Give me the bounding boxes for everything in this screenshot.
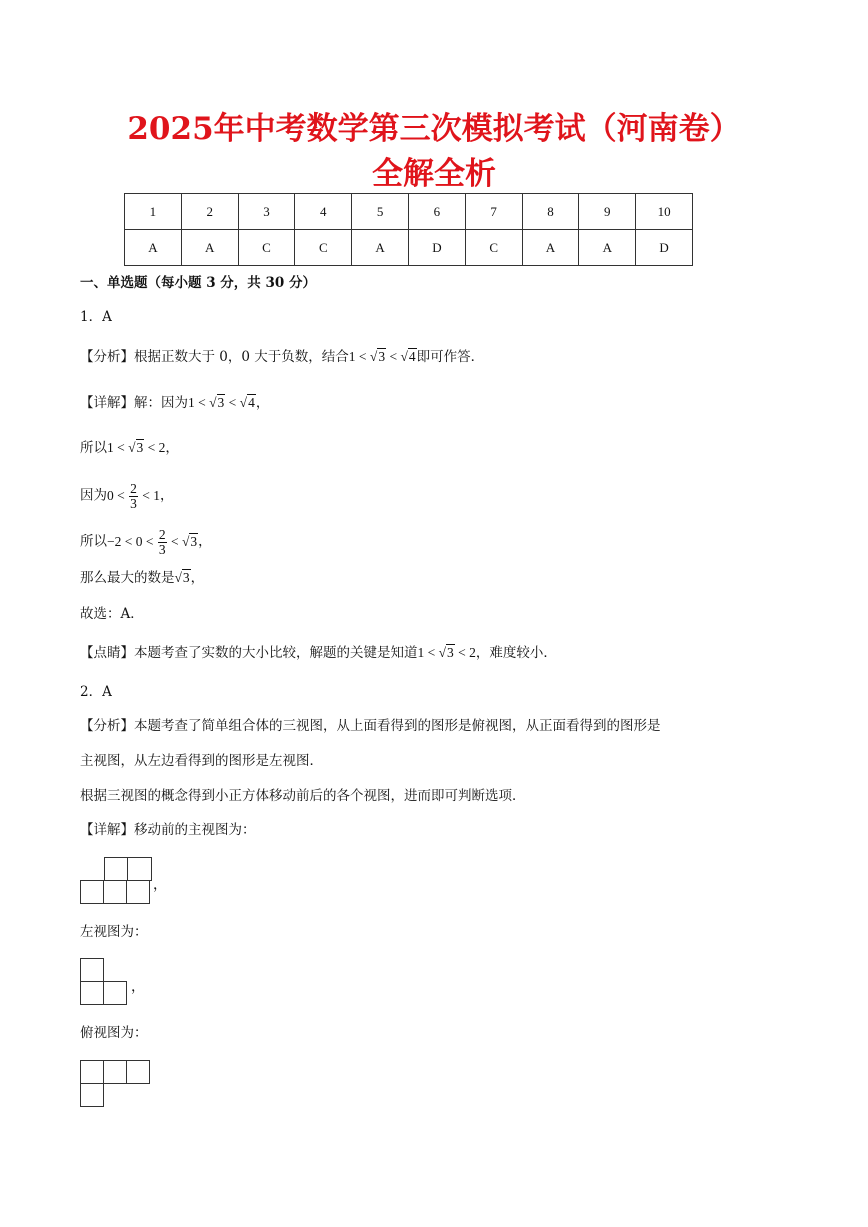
answer-table-number-cell: 10 (636, 194, 693, 230)
answer-table-number-cell: 6 (408, 194, 465, 230)
q2-analysis-2: 主视图，从左边看得到的图形是左视图． (80, 753, 323, 769)
left-view-comma: ， (131, 979, 145, 995)
q1-comment: 【点睛】本题考查了实数的大小比较，解题的关键是知道1 < √3 < 2，难度较小． (80, 645, 557, 661)
document-title: 2025年中考数学第三次模拟考试（河南卷） (127, 111, 741, 147)
q1-detail: 【详解】解：因为1 < √3 < √4， (80, 395, 270, 411)
inequality-1: 1 < √3 < √4 (348, 349, 416, 364)
answer-table-number-cell: 8 (522, 194, 579, 230)
answer-table-number-cell: 3 (238, 194, 295, 230)
answer-table-answer-cell: D (408, 230, 465, 266)
answer-table-answer-cell: A (522, 230, 579, 266)
detail-tag: 【详解】 (80, 395, 134, 411)
left-view-label: 左视图为： (80, 924, 148, 940)
answer-table-number-cell: 4 (295, 194, 352, 230)
answer-table-answer-row (125, 230, 693, 266)
comment-tag: 【点睛】 (80, 645, 134, 661)
q1-line-so1: 所以1 < √3 < 2， (80, 440, 179, 456)
q1-line-so2: 所以−2 < 0 < $\frac{2}{3}$ < √3， (80, 527, 212, 557)
analysis-tag: 【分析】 (80, 349, 134, 365)
detail-tag: 【详解】 (80, 822, 134, 838)
answer-table (124, 193, 693, 266)
answer-table-number-row (125, 194, 693, 230)
section-heading: 一、单选题（每小题 3 分，共 30 分） (80, 275, 316, 291)
answer-table-number-cell: 9 (579, 194, 636, 230)
answer-table-answer-cell: A (181, 230, 238, 266)
q2-detail: 【详解】移动前的主视图为： (80, 822, 256, 838)
q1-number: 1．A (80, 309, 112, 325)
answer-table-answer-cell: A (352, 230, 409, 266)
answer-table-answer-cell: C (465, 230, 522, 266)
top-view-label: 俯视图为： (80, 1025, 148, 1041)
q2-number: 2．A (80, 684, 112, 700)
analysis-tag: 【分析】 (80, 718, 134, 734)
answer-table-number-cell: 7 (465, 194, 522, 230)
answer-table-answer-cell: A (579, 230, 636, 266)
front-view-diagram (80, 857, 160, 907)
answer-table-answer-cell: C (295, 230, 352, 266)
answer-table-number-cell: 1 (125, 194, 182, 230)
q1-line-choice: 故选：A． (80, 606, 144, 622)
answer-table-answer-cell: D (636, 230, 693, 266)
answer-table-number-cell: 5 (352, 194, 409, 230)
front-view-comma: ， (153, 877, 167, 893)
q1-analysis: 【分析】根据正数大于 0，0 大于负数，结合1 < √3 < √4即可作答． (80, 349, 485, 365)
q2-analysis-1: 【分析】本题考查了简单组合体的三视图，从上面看得到的图形是俯视图，从正面看得到的图形是 (80, 718, 661, 734)
top-view-diagram (80, 1060, 160, 1110)
answer-table-answer-cell: A (125, 230, 182, 266)
inequality-2: 1 < √3 < √4 (188, 395, 255, 410)
document-subtitle: 全解全析 (372, 156, 496, 192)
answer-table-number-cell: 2 (181, 194, 238, 230)
q1-line-max: 那么最大的数是√3， (80, 570, 205, 586)
answer-table-answer-cell: C (238, 230, 295, 266)
q2-analysis-3: 根据三视图的概念得到小正方体移动前后的各个视图，进而即可判断选项． (80, 788, 526, 804)
q1-line-because: 因为0 < $\frac{2}{3}$ < 1， (80, 481, 174, 511)
